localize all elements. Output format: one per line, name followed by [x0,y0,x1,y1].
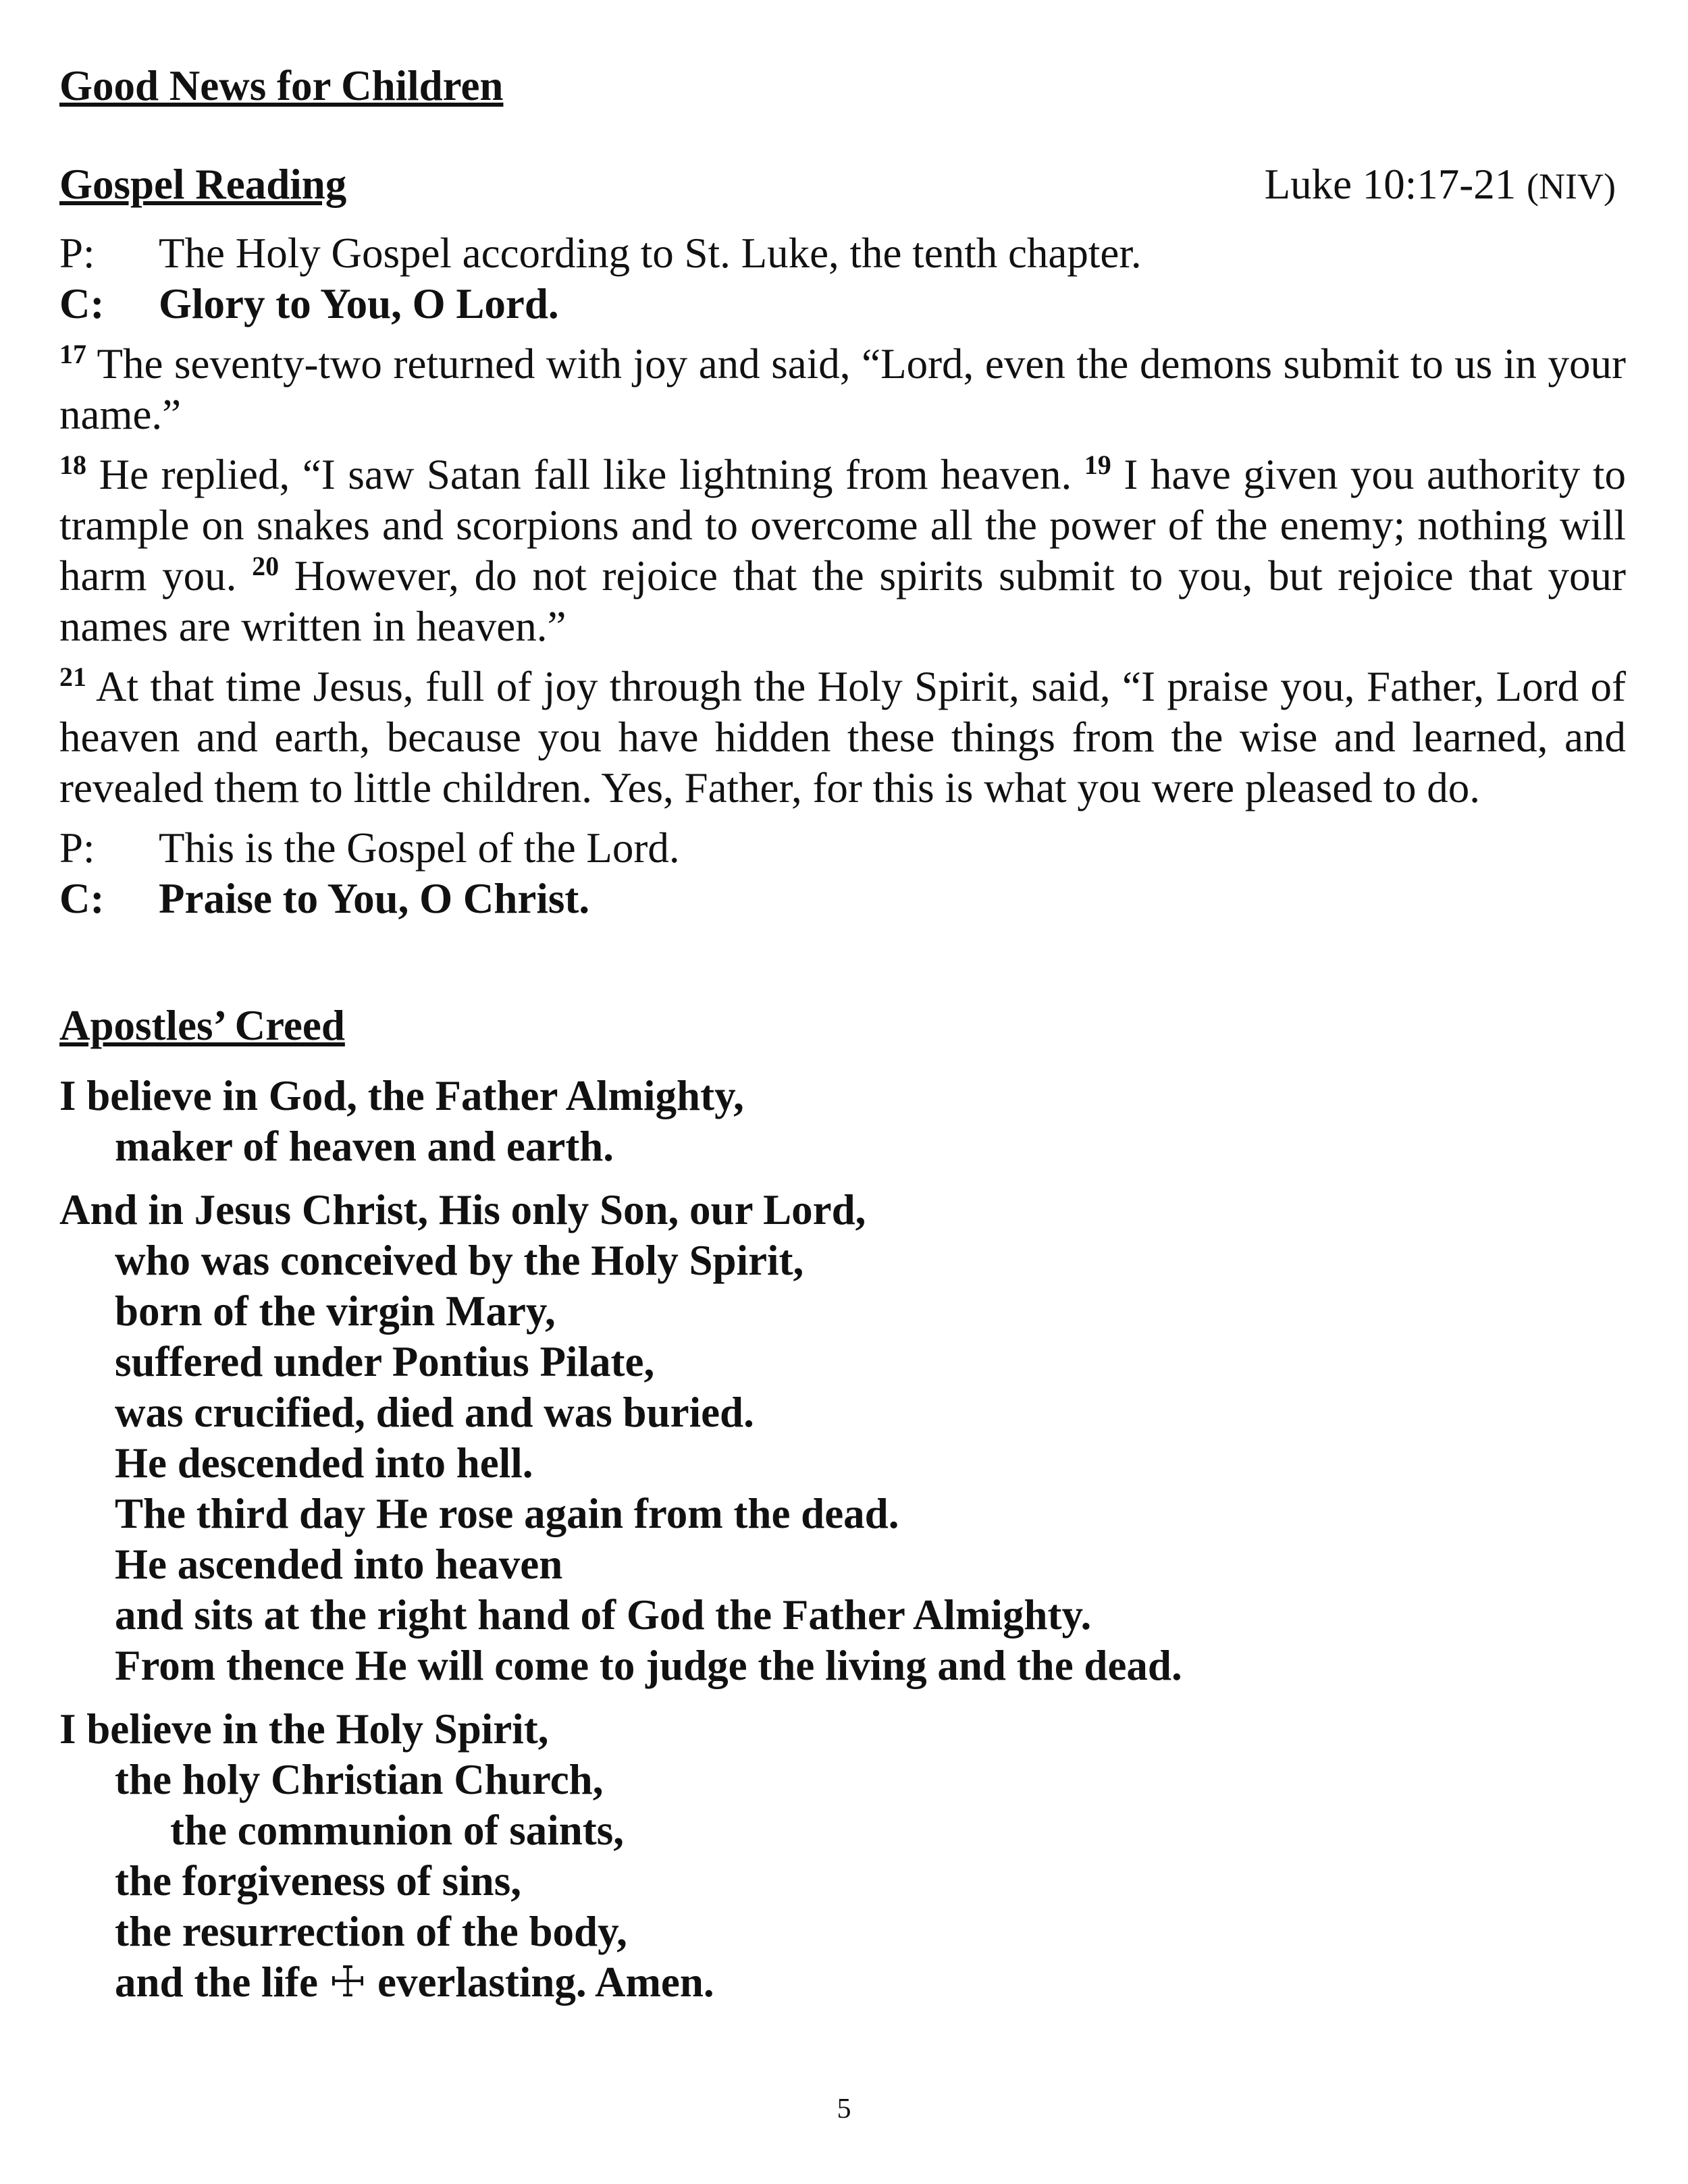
verse-number: 21 [59,662,86,692]
creed-line-text: suffered under Pontius Pilate, [115,1338,655,1385]
scripture-verses [59,339,1626,814]
verse-number: 18 [59,450,86,480]
creed-line-text: I believe in God, the Father Almighty, [59,1072,744,1119]
pastor-line: The Holy Gospel according to St. Luke, the tenth chapter. [159,230,1142,277]
creed-line-text: who was conceived by the Holy Spirit, [115,1237,804,1284]
creed-line [59,1957,1626,2008]
creed-heading: Apostles’ Creed [59,1002,345,1049]
apostles-creed [59,1071,1626,2021]
verse-paragraph [59,339,1626,440]
translation-label: (NIV) [1527,166,1616,207]
creed-line-text: He ascended into heaven [115,1541,563,1588]
gospel-heading-row [59,163,1626,217]
congregation-response [59,279,1626,329]
congregation-line: Glory to You, O Lord. [159,280,559,327]
creed-article [59,1185,1626,1691]
creed-line-text: He descended into hell. [115,1439,533,1487]
creed-line-text: born of the virgin Mary, [115,1287,556,1335]
creed-line [59,1121,1626,1172]
pastor-closing [59,823,1626,874]
creed-line [59,1805,1626,1856]
creed-line [59,1489,1626,1539]
children-heading: Good News for Children [59,62,504,109]
verse-paragraph [59,662,1626,814]
creed-line-text: everlasting. Amen. [377,1959,714,2006]
creed-line [59,1438,1626,1489]
verse-text: However, do not rejoice that the spirits submit to you, but rejoice that your names are written in heaven.” [59,552,1626,650]
verse-paragraph [59,450,1626,652]
creed-line [59,1539,1626,1590]
verse-number: 17 [59,339,86,369]
creed-line-text: the forgiveness of sins, [115,1857,521,1905]
congregation-line: Praise to You, O Christ. [159,875,590,922]
creed-line-text: From thence He will come to judge the living and the dead. [115,1642,1182,1689]
reference-text: Luke 10:17-21 [1264,161,1516,208]
verse-text: He replied, “I saw Satan fall like lightning from heaven. [86,451,1084,498]
speaker-label: C: [59,280,105,327]
scripture-reference [1265,163,1616,206]
creed-line [59,1590,1626,1641]
creed-line-text: the resurrection of the body, [115,1908,627,1955]
creed-line [59,1337,1626,1387]
creed-line-text: the communion of saints, [170,1807,625,1854]
cross-icon: ☩ [328,1959,367,2006]
verse-text: I have given you authority to trample on snakes and scorpions and to overcome all the power of the enemy; nothing will harm you. [59,451,1626,600]
creed-line-text: I believe in the Holy Spirit, [59,1705,549,1753]
creed-line-text: The third day He rose again from the dead. [115,1490,899,1537]
creed-line-text: and sits at the right hand of God the Father Almighty. [115,1591,1092,1639]
creed-line [59,1907,1626,1957]
creed-line [59,1286,1626,1337]
creed-line [59,1755,1626,1805]
speaker-label: P: [59,230,95,277]
creed-line [59,1185,1626,1235]
congregation-response [59,874,1626,924]
creed-line [59,1704,1626,1755]
page-number: 5 [837,2094,851,2125]
speaker-label: P: [59,824,95,872]
gospel-reading [59,228,1626,924]
gospel-heading: Gospel Reading [59,161,347,208]
pastor-intro [59,228,1626,279]
creed-line [59,1071,1626,1121]
creed-line [59,1387,1626,1438]
creed-line-text: And in Jesus Christ, His only Son, our Lord, [59,1186,866,1233]
creed-line [59,1641,1626,1691]
verse-number: 19 [1084,450,1111,480]
creed-article [59,1071,1626,1172]
creed-line-text: and the life [115,1959,319,2006]
pastor-line: This is the Gospel of the Lord. [159,824,680,872]
verse-text: At that time Jesus, full of joy through the Holy Spirit, said, “I praise you, Father, Lord of heaven and earth, because you have hidden these things from the wise and learned, and revealed them to little children. Yes, Father, for this is what you were pleased to do. [59,663,1626,811]
verse-number: 20 [252,551,280,581]
creed-line [59,1235,1626,1286]
verse-text: The seventy-two returned with joy and said, “Lord, even the demons submit to us in your name.” [59,340,1626,438]
creed-line-text: maker of heaven and earth. [115,1123,614,1170]
creed-line-text: was crucified, died and was buried. [115,1389,754,1436]
speaker-label: C: [59,875,105,922]
creed-article [59,1704,1626,2008]
creed-line [59,1856,1626,1907]
creed-line-text: the holy Christian Church, [115,1756,604,1803]
